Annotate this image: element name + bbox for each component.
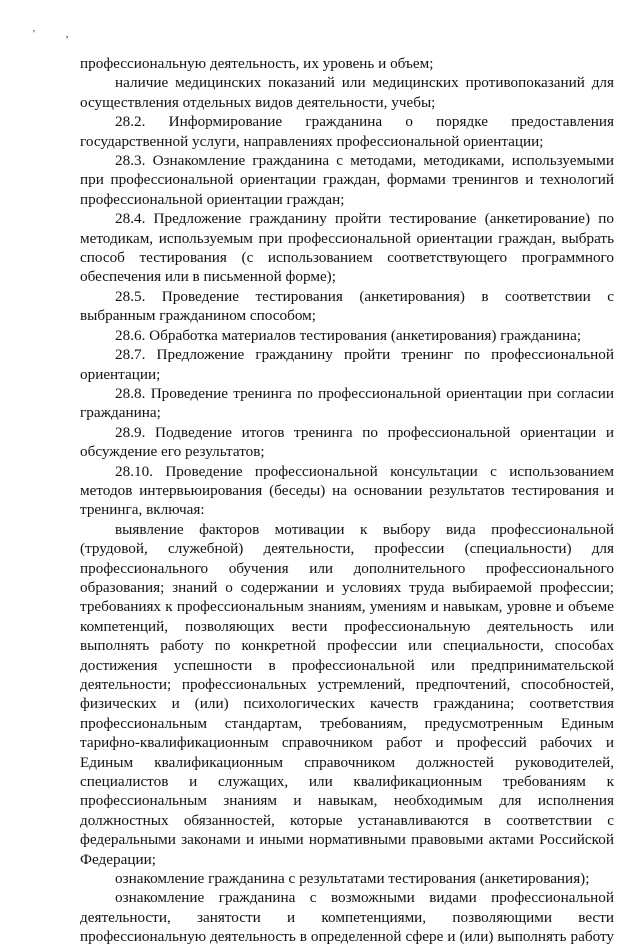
paragraph: 28.8. Проведение тренинга по профессиональной ориентации при согласии гражданина; xyxy=(80,384,614,422)
paragraph: 28.6. Обработка материалов тестирования (анкетирования) гражданина; xyxy=(115,326,582,344)
paragraph: ознакомление гражданина с возможными видами профессиональной деятельности, занятости и компетенциями, позволяющими вести профессиональную деятельность в определенной сфере и (или) выполнять работу xyxy=(80,889,614,946)
paragraph: 28.4. Предложение гражданину пройти тестирование (анкетирование) по методикам, используемым при профессиональной ориентации граждан, выбрать способ тестирования (с использованием соответствующего программного обеспечения или в письменной форме); xyxy=(80,210,614,286)
paragraph: 28.9. Подведение итогов тренинга по профессиональной ориентации и обсуждение его результатов; xyxy=(80,423,614,461)
paragraph: 28.3. Ознакомление гражданина с методами, методиками, используемыми при профессиональной ориентации граждан, формами тренингов и технологий профессиональной ориентации граждан; xyxy=(80,152,614,208)
corner-marks: ' , xyxy=(33,28,83,40)
document-body xyxy=(80,54,614,947)
paragraph: 28.2. Информирование гражданина о порядке предоставления государственной услуги, направлениях профессиональной ориентации; xyxy=(80,113,614,150)
paragraph: выявление факторов мотивации к выбору вида профессиональной (трудовой, служебной) деятельности, профессии (специальности) для профессионального обучения или дополнительного профессионального образования; знаний о содержании и условиях труда выбираемой профессии; требованиях к профессиональным знаниям, умениям и навыкам, уровне и объеме компетенций, позволяющих вести профессиональную деятельность или выполнять работу по конкретной профессии или специальности, способах достижения успешности в профессиональной или предпринимательской деятельности; профессиональных устремлений, предпочтений, способностей, физических и (или) психологических качеств гражданина; соответствия профессиональным стандартам, требованиям, предусмотренным Единым тарифно-квалификационным справочником работ и профессий рабочих и Единым квалификационным справочником должностей руководителей, специалистов и служащих, или квалификационным требованиям к профессиональным знаниям и навыкам, необходимым для исполнения должностных обязанностей, которые устанавливаются в соответствии с федеральными законами и иными нормативными правовыми актами Российской Федерации; xyxy=(80,520,614,868)
paragraph: 28.5. Проведение тестирования (анкетирования) в соответствии с выбранным гражданином способом; xyxy=(80,287,614,325)
paragraph: профессиональную деятельность, их уровень и объем; xyxy=(80,55,434,72)
paragraph: ознакомление гражданина с результатами тестирования (анкетирования); xyxy=(115,870,590,888)
paragraph: наличие медицинских показаний или медицинских противопоказаний для осуществления отдельных видов деятельности, учебы; xyxy=(80,74,614,111)
paragraph: 28.10. Проведение профессиональной консультации с использованием методов интервьюирования (беседы) на основании результатов тестирования и тренинга, включая: xyxy=(80,462,614,519)
paragraph: 28.7. Предложение гражданину пройти тренинг по профессиональной ориентации; xyxy=(80,346,614,383)
